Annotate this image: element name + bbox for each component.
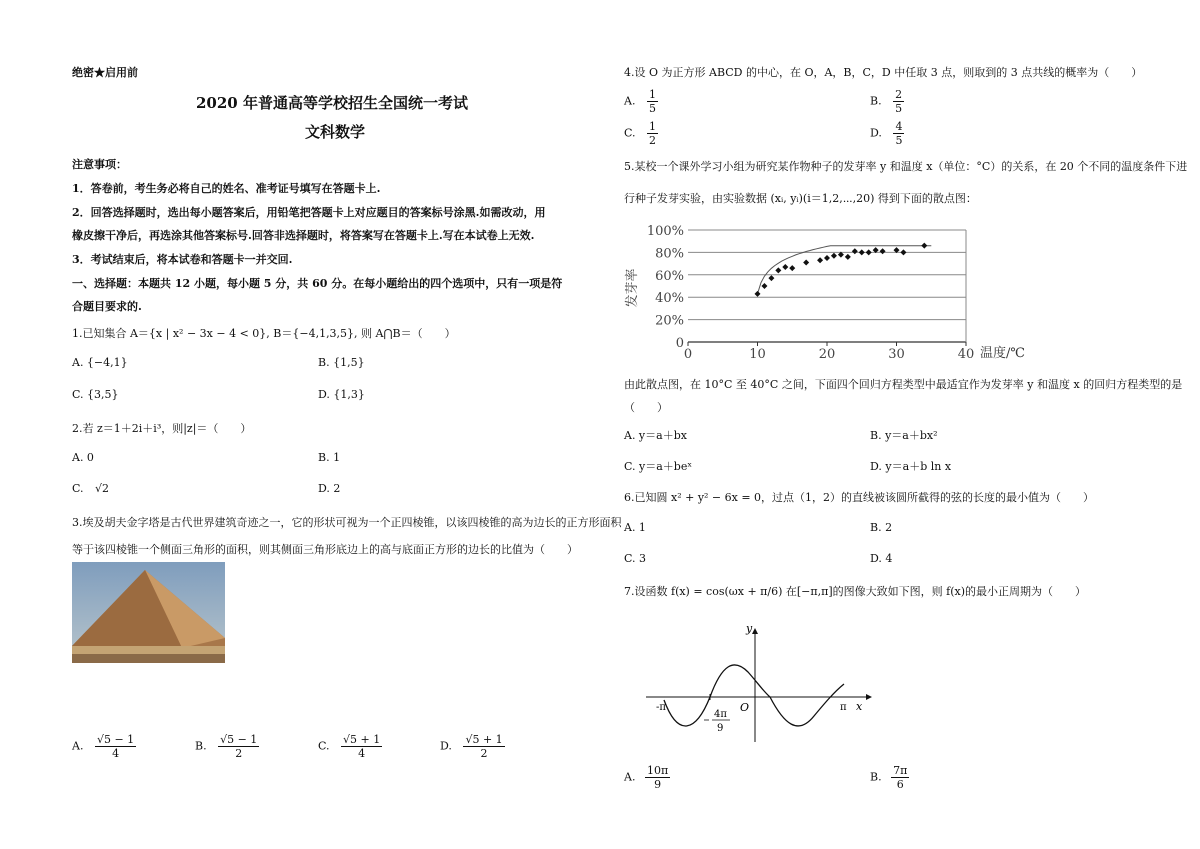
y-tick-label: 0 — [675, 336, 684, 351]
data-point — [789, 265, 795, 271]
q2-option-c-value: √2 — [95, 482, 110, 495]
q2-option-d: D. 2 — [318, 482, 341, 495]
data-point — [824, 255, 830, 261]
x-tick-label: 10 — [749, 347, 766, 362]
q4-option-c-num: 1 — [649, 120, 657, 133]
q2-option-c — [72, 482, 109, 495]
y-tick-label: 80% — [655, 246, 684, 262]
q7-option-a-label: A. — [624, 770, 636, 784]
y-tick-label: 40% — [655, 291, 684, 307]
x-axis-label: 温度/℃ — [980, 346, 1025, 361]
q6-option-d: D. 4 — [870, 552, 893, 565]
data-point — [803, 259, 809, 265]
data-point — [859, 249, 865, 255]
notice-item: 橡皮擦干净后，再选涂其他答案标号.回答非选择题时，将答案写在答题卡上.写在本试卷上无效. — [72, 229, 535, 242]
q5-stem-line2: 行种子发芽实验，由实验数据 (xᵢ, yᵢ)(i＝1,2,⋯,20) 得到下面的散点图： — [624, 192, 977, 205]
q6-option-b: B. 2 — [870, 521, 893, 534]
q2-stem: 2.若 z＝1＋2i＋i³，则|z|＝（ ） — [72, 422, 252, 435]
q7-option-a-den: 9 — [654, 778, 662, 791]
q3-stem-line1: 3.埃及胡夫金字塔是古代世界建筑奇迹之一，它的形状可视为一个正四棱锥，以该四棱锥的高为边长的正方形面积 — [72, 516, 622, 529]
q7-option-b — [870, 764, 909, 791]
q3-option-b-label: B. — [195, 739, 207, 753]
exam-subtitle: 文科数学 — [305, 123, 366, 141]
q3-option-a-den: 4 — [112, 747, 120, 760]
q7-option-b-label: B. — [870, 770, 882, 784]
notice-item: 2．回答选择题时，选出每小题答案后，用铅笔把答题卡上对应题目的答案标号涂黑.如需改动，用 — [72, 206, 546, 219]
q4-stem: 4.设 O 为正方形 ABCD 的中心，在 O，A，B，C，D 中任取 3 点，则取到的 3 点共线的概率为（ ） — [624, 66, 1143, 79]
q3-option-d-den: 2 — [480, 747, 488, 760]
q7-stem: 7.设函数 f(x) = cos(ωx + π/6) 在[−π,π]的图像大致如下图，则 f(x)的最小正周期为（ ） — [624, 585, 1086, 598]
q3-option-c-den: 4 — [358, 747, 366, 760]
data-point — [880, 248, 886, 254]
graph-neg-pi-label: -π — [656, 702, 666, 713]
q1-stem: 1.已知集合 A＝{x | x² − 3x − 4 < 0}, B＝{−4,1,3,5}, 则 A⋂B＝（ ） — [72, 327, 456, 340]
q5-option-c: C. y＝a＋beˣ — [624, 460, 693, 473]
q3-option-a-label: A. — [72, 739, 84, 753]
data-point — [866, 249, 872, 255]
data-point — [775, 267, 781, 273]
graph-x-label: x — [856, 700, 863, 713]
x-tick-label: 40 — [957, 347, 975, 362]
y-tick-label: 20% — [655, 313, 684, 329]
graph-mark-den: 9 — [717, 723, 724, 734]
graph-pi-label: π — [840, 702, 847, 713]
q4-option-b-den: 5 — [895, 102, 903, 115]
q3-option-c-label: C. — [318, 739, 330, 753]
q4-option-d-den: 5 — [895, 134, 903, 147]
section-heading: 一、选择题：本题共 12 小题，每小题 5 分，共 60 分。在每小题给出的四个选项中，只有一项是符 — [72, 277, 563, 290]
q2-option-c-label: C. — [72, 482, 84, 495]
data-point — [845, 254, 851, 260]
q7-option-a-num: 10π — [646, 764, 669, 777]
data-point — [768, 275, 774, 281]
q1-option-c: C. {3,5} — [72, 388, 119, 401]
q5-after-line2: （ ） — [624, 401, 668, 414]
q4-option-a — [624, 88, 658, 115]
q5-option-a: A. y＝a＋bx — [624, 429, 687, 442]
q4-option-c-den: 2 — [649, 134, 657, 147]
x-axis-arrow — [866, 694, 872, 700]
x-tick-label: 20 — [818, 347, 836, 362]
graph-origin-label: O — [740, 701, 750, 714]
q5-option-d: D. y＝a＋b ln x — [870, 460, 952, 473]
data-point — [900, 249, 906, 255]
q7-option-b-den: 6 — [896, 778, 904, 791]
q4-option-a-den: 5 — [648, 102, 656, 115]
q3-option-a — [72, 733, 136, 760]
graph-y-label: y — [746, 622, 753, 635]
q3-option-b-den: 2 — [235, 747, 243, 760]
y-tick-label: 60% — [655, 268, 684, 284]
data-point — [761, 283, 767, 289]
pyramid-photo — [72, 562, 225, 663]
q4-option-b-num: 2 — [895, 88, 903, 101]
q3-option-d-label: D. — [440, 739, 452, 753]
q4-option-d — [870, 120, 904, 147]
data-point — [831, 253, 837, 259]
q4-option-c — [624, 120, 658, 147]
data-point — [817, 257, 823, 263]
q3-option-c — [318, 733, 382, 760]
y-tick-label: 100% — [646, 224, 684, 239]
x-tick-label: 30 — [888, 347, 905, 362]
q6-option-a: A. 1 — [624, 521, 646, 534]
q1-option-d: D. {1,3} — [318, 388, 365, 401]
q3-option-c-num: √5 + 1 — [343, 733, 381, 746]
q5-after-line1: 由此散点图，在 10°C 至 40°C 之间，下面四个回归方程类型中最适宜作为发芽率 y 和温度 x 的回归方程类型的是 — [624, 378, 1183, 391]
q4-option-d-label: D. — [870, 126, 882, 140]
notice-item: 1．答卷前，考生务必将自己的姓名、准考证号填写在答题卡上. — [72, 182, 381, 195]
q4-option-b — [870, 88, 904, 115]
q5-stem-line1: 5.某校一个课外学习小组为研究某作物种子的发芽率 y 和温度 x（单位：°C）的关系，在 20 个不同的温度条件下进 — [624, 160, 1188, 173]
q1-option-a: A. {−4,1} — [72, 356, 128, 369]
x-tick-label: 0 — [683, 347, 693, 362]
q1-option-b: B. {1,5} — [318, 356, 365, 369]
q6-stem: 6.已知圆 x² + y² − 6x = 0，过点（1，2）的直线被该圆所截得的弦的长度的最小值为（ ） — [624, 491, 1095, 504]
y-axis-arrow — [752, 628, 758, 634]
q7-option-a — [624, 764, 670, 791]
y-axis-label: 发芽率 — [625, 268, 640, 308]
q3-option-a-num: √5 − 1 — [96, 733, 135, 746]
q2-option-a: A. 0 — [72, 451, 94, 464]
q4-option-a-label: A. — [624, 94, 636, 108]
q4-option-d-num: 4 — [895, 120, 903, 133]
data-point — [782, 264, 788, 270]
notice-item: 3．考试结束后，将本试卷和答题卡一并交回. — [72, 253, 293, 266]
q3-option-d — [440, 733, 505, 760]
notice-heading: 注意事项： — [72, 158, 127, 171]
q3-option-b-num: √5 − 1 — [220, 733, 258, 746]
section-heading-cont: 合题目要求的. — [72, 300, 142, 313]
q4-option-c-label: C. — [624, 126, 636, 140]
data-point — [852, 248, 858, 254]
q6-option-c: C. 3 — [624, 552, 647, 565]
cosine-graph — [644, 620, 874, 745]
q5-option-b: B. y＝a＋bx² — [870, 429, 938, 442]
exam-title: 2020 年普通高等学校招生全国统一考试 — [196, 94, 468, 112]
data-point — [755, 291, 761, 297]
q2-option-b: B. 1 — [318, 451, 341, 464]
data-point — [921, 243, 927, 249]
q4-option-a-num: 1 — [648, 88, 656, 101]
q3-stem-line2: 等于该四棱锥一个侧面三角形的面积，则其侧面三角形底边上的高与底面正方形的边长的比值为（ ） — [72, 543, 578, 556]
q3-option-b — [195, 733, 259, 760]
cosine-curve — [664, 665, 844, 726]
q4-option-b-label: B. — [870, 94, 882, 108]
q3-option-d-num: √5 + 1 — [465, 733, 503, 746]
q7-option-b-num: 7π — [893, 764, 908, 777]
graph-mark-num: 4π — [714, 709, 727, 720]
secret-label: 绝密★启用前 — [72, 66, 138, 79]
scatter-chart — [622, 218, 1062, 363]
